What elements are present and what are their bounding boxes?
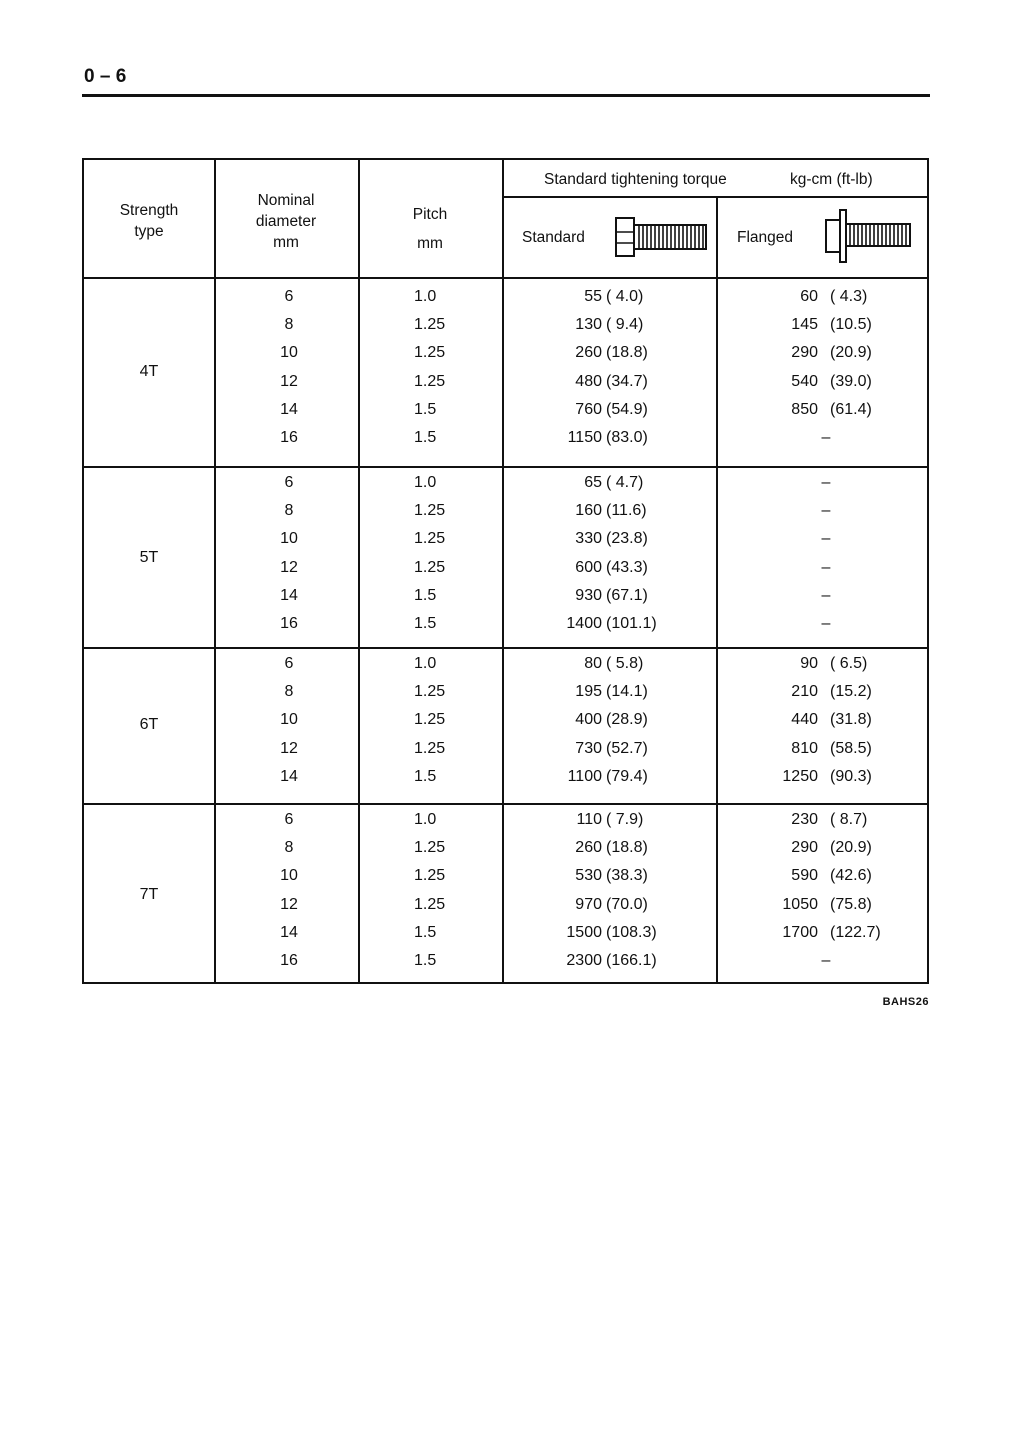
header-nominal-diameter: Nominal diameter mm [255, 192, 317, 251]
standard-torque-cell: 195 [575, 683, 602, 701]
standard-torque-cell: 530 [575, 867, 602, 885]
diameter-cell: 16 [280, 429, 298, 446]
flanged-torque-cell: – [821, 615, 831, 632]
flanged-ftlb-cell: (122.7) [830, 923, 881, 941]
flanged-ftlb-cell: ( 4.3) [830, 288, 868, 305]
flanged-torque-cell: – [821, 558, 831, 576]
standard-torque-cell: 110 [576, 811, 602, 828]
standard-torque-cell: 930 [575, 586, 602, 604]
diameter-cell: 14 [280, 586, 298, 604]
flanged-torque-cell: 90 [800, 655, 818, 672]
col-divider [716, 197, 718, 982]
header-torque-units: kg-cm (ft-lb) [790, 171, 873, 188]
standard-ftlb-cell: (67.1) [606, 586, 648, 604]
diameter-cell: 16 [280, 952, 298, 969]
standard-torque-cell: 970 [575, 895, 602, 913]
col-divider [214, 160, 216, 982]
standard-ftlb-cell: (79.4) [606, 767, 648, 785]
flanged-torque-cell: 210 [791, 683, 818, 701]
flanged-torque-cell: 440 [791, 711, 818, 729]
flanged-ftlb-cell: (39.0) [830, 372, 872, 390]
pitch-cell: 1.25 [414, 558, 446, 576]
flanged-ftlb-cell: (31.8) [830, 711, 872, 729]
pitch-cell: 1.5 [414, 429, 437, 446]
standard-ftlb-cell: (23.8) [606, 530, 648, 548]
flanged-torque-cell: – [821, 586, 831, 604]
standard-ftlb-cell: (34.7) [606, 372, 648, 390]
diameter-cell: 14 [280, 767, 298, 785]
pitch-cell: 1.25 [414, 316, 446, 334]
header-pitch: Pitch mm [412, 206, 448, 252]
standard-torque-cell: 160 [575, 502, 602, 520]
standard-ftlb-cell: (43.3) [606, 558, 648, 576]
pitch-cell: 1.5 [414, 923, 437, 941]
standard-ftlb-cell: (52.7) [606, 739, 648, 757]
pitch-cell: 1.25 [414, 711, 446, 729]
standard-torque-cell: 760 [575, 400, 602, 418]
pitch-cell: 1.5 [414, 400, 437, 418]
flanged-torque-cell: 590 [791, 867, 818, 885]
diameter-cell: 6 [284, 655, 294, 672]
header-bottom-rule [84, 277, 927, 279]
standard-ftlb-cell: (14.1) [606, 683, 648, 701]
pitch-cell: 1.5 [414, 586, 437, 604]
flanged-torque-cell: 290 [791, 839, 818, 857]
flanged-ftlb-cell: ( 8.7) [830, 811, 868, 828]
standard-torque-cell: 80 [584, 655, 602, 672]
diameter-cell: 12 [280, 895, 298, 913]
pitch-cell: 1.25 [414, 839, 446, 857]
standard-torque-cell: 55 [584, 288, 602, 305]
flanged-ftlb-cell: (10.5) [830, 316, 872, 334]
standard-ftlb-cell: ( 7.9) [606, 811, 644, 828]
diameter-cell: 14 [280, 923, 298, 941]
page-number: 0 – 6 [84, 66, 127, 87]
header-flanged: Flanged [737, 229, 794, 246]
flanged-torque-cell: 290 [791, 344, 818, 362]
header-strength-type: Strength type [119, 202, 179, 240]
diameter-cell: 12 [280, 558, 298, 576]
pitch-cell: 1.0 [414, 288, 437, 305]
standard-ftlb-cell: (83.0) [606, 429, 648, 446]
standard-ftlb-cell: (28.9) [606, 711, 648, 729]
strength-type-label: 5T [139, 548, 159, 566]
flanged-torque-cell: – [821, 502, 831, 520]
standard-ftlb-cell: (54.9) [606, 400, 648, 418]
diameter-cell: 8 [284, 839, 294, 857]
diameter-cell: 14 [280, 400, 298, 418]
standard-torque-cell: 1150 [567, 429, 602, 446]
flanged-torque-cell: 540 [791, 372, 818, 390]
flanged-torque-cell: 1700 [782, 923, 818, 941]
standard-torque-cell: 400 [575, 711, 602, 729]
diameter-cell: 10 [280, 711, 298, 729]
standard-ftlb-cell: ( 4.7) [606, 474, 644, 491]
flanged-torque-cell: – [821, 530, 831, 548]
flanged-torque-cell: 850 [791, 400, 818, 418]
standard-ftlb-cell: (11.6) [606, 502, 647, 520]
standard-ftlb-cell: ( 9.4) [606, 316, 644, 334]
standard-torque-cell: 1500 [566, 923, 602, 941]
flanged-torque-cell: 230 [791, 811, 818, 828]
standard-torque-cell: 1400 [566, 615, 602, 632]
strength-type-label: 4T [139, 362, 159, 380]
diameter-cell: 8 [284, 316, 294, 334]
pitch-cell: 1.5 [414, 952, 437, 969]
pitch-cell: 1.0 [414, 655, 437, 672]
standard-torque-cell: 1100 [567, 767, 602, 785]
standard-ftlb-cell: (18.8) [606, 839, 648, 857]
flanged-torque-cell: – [821, 952, 831, 969]
pitch-cell: 1.0 [414, 474, 437, 491]
flanged-ftlb-cell: (75.8) [830, 895, 872, 913]
figure-code: BAHS26 [882, 996, 929, 1008]
flange-bolt-icon [824, 206, 914, 266]
group-divider [84, 466, 927, 468]
diameter-cell: 16 [280, 615, 298, 632]
header-subdivider [502, 196, 927, 198]
flanged-torque-cell: 1050 [782, 895, 818, 913]
header-torque-group: Standard tightening torque [544, 171, 727, 188]
standard-ftlb-cell: (166.1) [606, 952, 657, 969]
standard-ftlb-cell: (38.3) [606, 867, 648, 885]
flanged-ftlb-cell: (61.4) [830, 400, 872, 418]
flanged-ftlb-cell: (58.5) [830, 739, 872, 757]
standard-torque-cell: 130 [575, 316, 602, 334]
standard-ftlb-cell: (70.0) [606, 895, 648, 913]
diameter-cell: 8 [284, 502, 294, 520]
header-rule [82, 94, 930, 97]
pitch-cell: 1.25 [414, 530, 446, 548]
pitch-cell: 1.25 [414, 344, 446, 362]
pitch-cell: 1.25 [414, 372, 446, 390]
standard-ftlb-cell: (18.8) [606, 344, 648, 362]
standard-torque-cell: 730 [575, 739, 602, 757]
flanged-ftlb-cell: ( 6.5) [830, 655, 868, 672]
standard-ftlb-cell: ( 5.8) [606, 655, 644, 672]
standard-torque-cell: 2300 [566, 952, 602, 969]
diameter-cell: 12 [280, 739, 298, 757]
pitch-cell: 1.5 [414, 767, 437, 785]
flanged-torque-cell: 1250 [782, 767, 818, 785]
col-divider [502, 160, 504, 982]
standard-torque-cell: 480 [575, 372, 602, 390]
pitch-cell: 1.25 [414, 867, 446, 885]
standard-ftlb-cell: ( 4.0) [606, 288, 644, 305]
hex-bolt-icon [614, 212, 710, 260]
pitch-cell: 1.25 [414, 683, 446, 701]
flanged-torque-cell: 810 [791, 739, 818, 757]
group-divider [84, 803, 927, 805]
pitch-cell: 1.25 [414, 895, 446, 913]
flanged-ftlb-cell: (90.3) [830, 767, 872, 785]
standard-ftlb-cell: (101.1) [606, 615, 657, 632]
standard-torque-cell: 65 [584, 474, 602, 491]
flanged-torque-cell: 60 [800, 288, 818, 305]
diameter-cell: 6 [284, 811, 294, 828]
diameter-cell: 12 [280, 372, 298, 390]
pitch-cell: 1.25 [414, 502, 446, 520]
diameter-cell: 6 [284, 474, 294, 491]
standard-torque-cell: 600 [575, 558, 602, 576]
diameter-cell: 10 [280, 867, 298, 885]
flanged-ftlb-cell: (42.6) [830, 867, 872, 885]
diameter-cell: 6 [284, 288, 294, 305]
flanged-ftlb-cell: (20.9) [830, 839, 872, 857]
flanged-torque-cell: – [821, 429, 831, 446]
strength-type-label: 7T [139, 885, 159, 903]
torque-table [82, 158, 929, 984]
standard-torque-cell: 260 [575, 839, 602, 857]
col-divider [358, 160, 360, 982]
standard-ftlb-cell: (108.3) [606, 923, 657, 941]
pitch-cell: 1.0 [414, 811, 437, 828]
flanged-torque-cell: – [821, 474, 831, 491]
pitch-cell: 1.25 [414, 739, 446, 757]
diameter-cell: 10 [280, 344, 298, 362]
header-standard: Standard [522, 229, 585, 246]
diameter-cell: 8 [284, 683, 294, 701]
pitch-cell: 1.5 [414, 615, 437, 632]
flanged-ftlb-cell: (15.2) [830, 683, 872, 701]
standard-torque-cell: 330 [575, 530, 602, 548]
flanged-torque-cell: 145 [791, 316, 818, 334]
flanged-ftlb-cell: (20.9) [830, 344, 872, 362]
group-divider [84, 647, 927, 649]
diameter-cell: 10 [280, 530, 298, 548]
strength-type-label: 6T [139, 715, 159, 733]
standard-torque-cell: 260 [575, 344, 602, 362]
